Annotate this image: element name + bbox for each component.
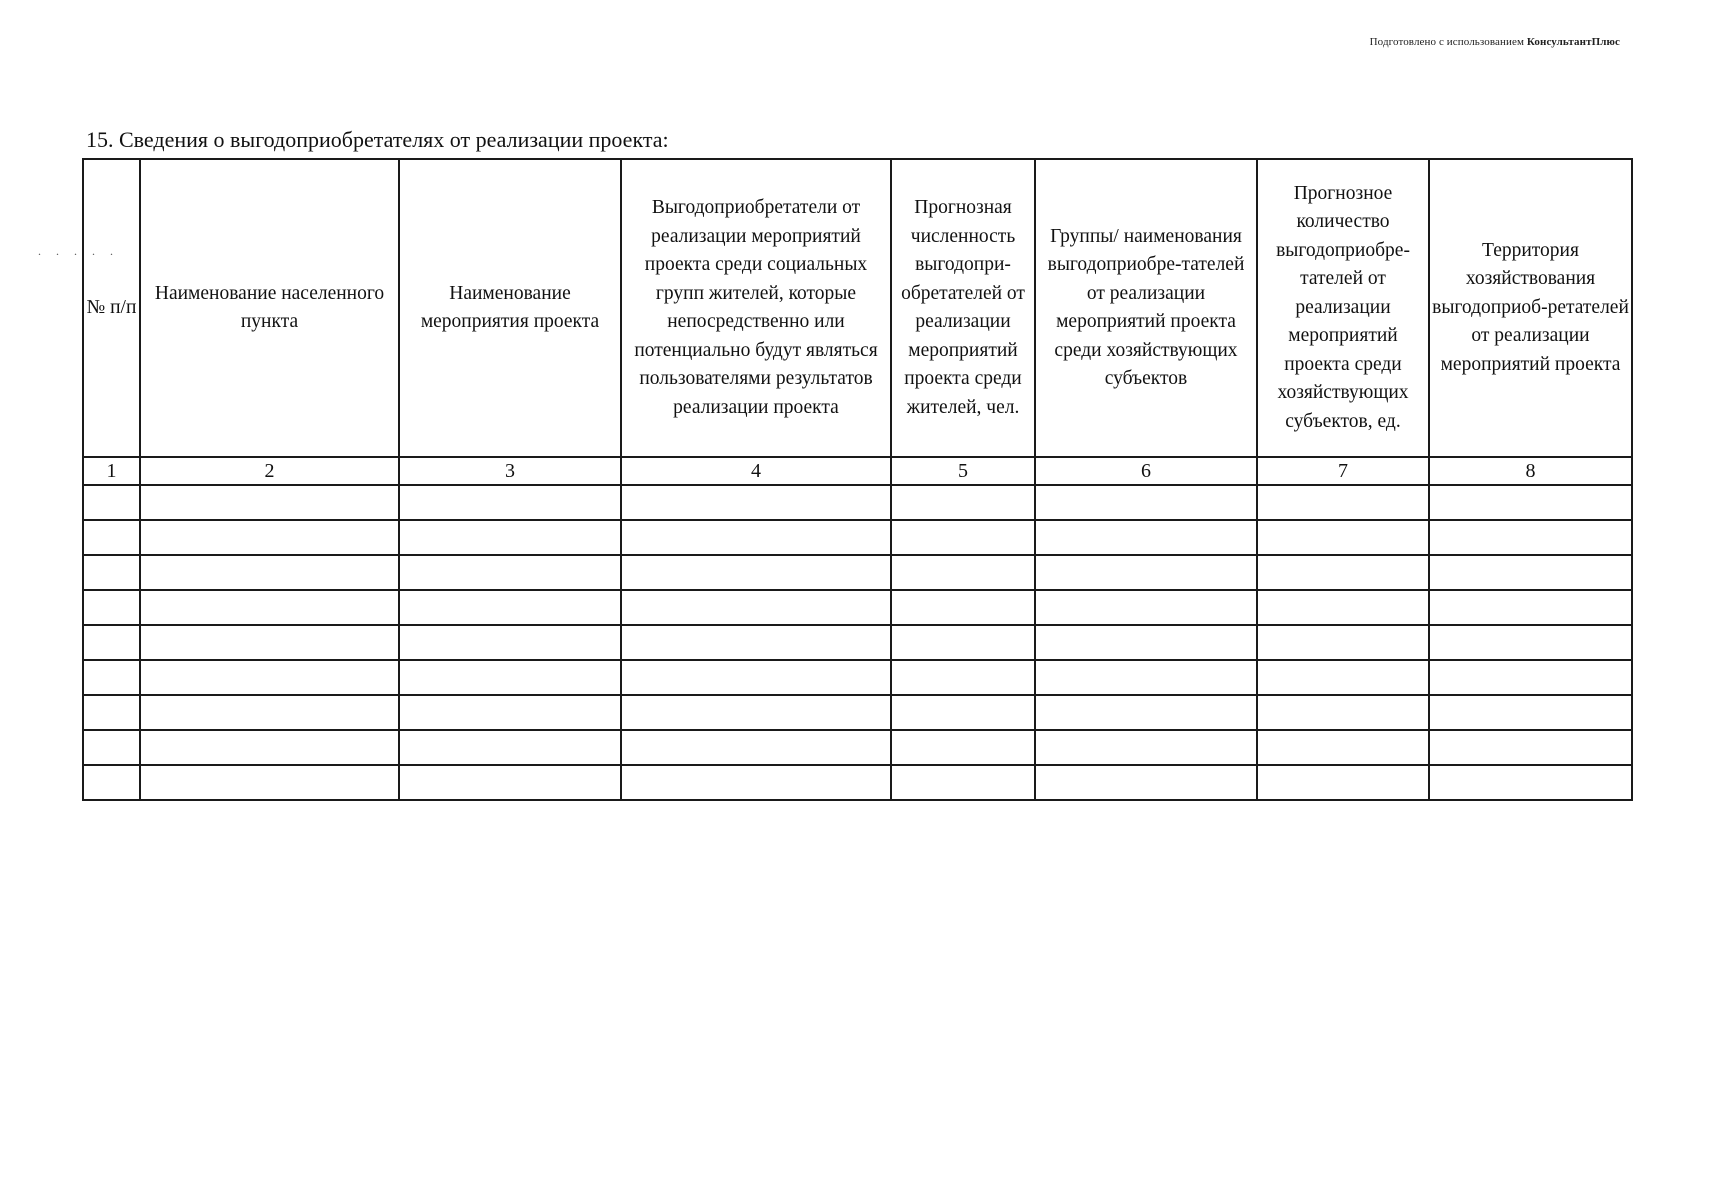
- empty-cell[interactable]: [891, 730, 1035, 765]
- empty-cell[interactable]: [621, 625, 891, 660]
- empty-cell[interactable]: [1257, 695, 1429, 730]
- empty-cell[interactable]: [1257, 590, 1429, 625]
- empty-cell[interactable]: [140, 485, 399, 520]
- empty-cell[interactable]: [83, 625, 140, 660]
- empty-cell[interactable]: [1035, 485, 1257, 520]
- header-row: [83, 159, 1632, 457]
- empty-cell[interactable]: [140, 520, 399, 555]
- empty-cell[interactable]: [1257, 520, 1429, 555]
- table-row: [83, 660, 1632, 695]
- header-cell: Группы/ наименования выгодоприобре-тателей от реализации мероприятий проекта среди хозяйствующих субъектов: [1035, 159, 1257, 457]
- empty-cell[interactable]: [1429, 625, 1632, 660]
- empty-cell[interactable]: [399, 485, 621, 520]
- column-number-row: [83, 457, 1632, 485]
- empty-cell[interactable]: [1035, 765, 1257, 800]
- empty-cell[interactable]: [140, 625, 399, 660]
- empty-cell[interactable]: [140, 590, 399, 625]
- empty-cell[interactable]: [621, 695, 891, 730]
- empty-cell[interactable]: [399, 590, 621, 625]
- empty-cell[interactable]: [83, 555, 140, 590]
- column-number: 1: [83, 457, 140, 485]
- header-cell: Прогнозная численность выгодопри-обретателей от реализации мероприятий проекта среди жителей, чел.: [891, 159, 1035, 457]
- empty-cell[interactable]: [140, 555, 399, 590]
- column-number: 5: [891, 457, 1035, 485]
- empty-cell[interactable]: [891, 625, 1035, 660]
- table-row: [83, 555, 1632, 590]
- empty-cell[interactable]: [1429, 660, 1632, 695]
- empty-cell[interactable]: [1257, 660, 1429, 695]
- header-cell: Наименование населенного пункта: [140, 159, 399, 457]
- header-cell: Наименование мероприятия проекта: [399, 159, 621, 457]
- table-row: [83, 765, 1632, 800]
- empty-cell[interactable]: [1035, 730, 1257, 765]
- empty-cell[interactable]: [83, 730, 140, 765]
- empty-cell[interactable]: [891, 765, 1035, 800]
- empty-cell[interactable]: [399, 520, 621, 555]
- table-row: [83, 730, 1632, 765]
- empty-cell[interactable]: [1035, 555, 1257, 590]
- table-row: [83, 625, 1632, 660]
- header-cell: Выгодоприобретатели от реализации мероприятий проекта среди социальных групп жителей, которые непосредственно или потенциально будут являться пользователями результатов реализации проекта: [621, 159, 891, 457]
- consultant-plus-watermark: [1370, 36, 1620, 48]
- column-number: 8: [1429, 457, 1632, 485]
- watermark-brand: КонсультантПлюс: [1526, 36, 1620, 48]
- empty-cell[interactable]: [1429, 555, 1632, 590]
- table-row: [83, 695, 1632, 730]
- header-cell: Территория хозяйствования выгодоприоб-ретателей от реализации мероприятий проекта: [1429, 159, 1632, 457]
- empty-cell[interactable]: [891, 660, 1035, 695]
- empty-cell[interactable]: [891, 520, 1035, 555]
- empty-cell[interactable]: [399, 765, 621, 800]
- empty-cell[interactable]: [1257, 555, 1429, 590]
- empty-cell[interactable]: [140, 660, 399, 695]
- empty-cell[interactable]: [83, 660, 140, 695]
- empty-cell[interactable]: [621, 590, 891, 625]
- scan-noise: . . . . .: [38, 244, 119, 258]
- column-number: 3: [399, 457, 621, 485]
- empty-cell[interactable]: [399, 730, 621, 765]
- empty-cell[interactable]: [1035, 660, 1257, 695]
- empty-cell[interactable]: [399, 695, 621, 730]
- column-number: 2: [140, 457, 399, 485]
- empty-cell[interactable]: [399, 660, 621, 695]
- empty-cell[interactable]: [83, 695, 140, 730]
- empty-cell[interactable]: [1257, 765, 1429, 800]
- empty-cell[interactable]: [621, 485, 891, 520]
- empty-cell[interactable]: [1257, 485, 1429, 520]
- empty-cell[interactable]: [140, 695, 399, 730]
- empty-cell[interactable]: [83, 765, 140, 800]
- empty-cell[interactable]: [1257, 625, 1429, 660]
- table-row: [83, 485, 1632, 520]
- empty-cell[interactable]: [1429, 730, 1632, 765]
- empty-cell[interactable]: [399, 625, 621, 660]
- header-cell: № п/п: [83, 159, 140, 457]
- empty-cell[interactable]: [83, 590, 140, 625]
- empty-cell[interactable]: [621, 765, 891, 800]
- empty-cell[interactable]: [1035, 520, 1257, 555]
- empty-cell[interactable]: [83, 485, 140, 520]
- section-title: 15. Сведения о выгодоприобретателях от реализации проекта:: [86, 127, 669, 152]
- column-number: 4: [621, 457, 891, 485]
- header-cell: Прогнозное количество выгодоприобре-тателей от реализации мероприятий проекта среди хозяйствующих субъектов, ед.: [1257, 159, 1429, 457]
- empty-cell[interactable]: [1429, 695, 1632, 730]
- empty-cell[interactable]: [1035, 625, 1257, 660]
- beneficiaries-table: [82, 158, 1633, 801]
- table-row: [83, 590, 1632, 625]
- empty-cell[interactable]: [399, 555, 621, 590]
- empty-cell[interactable]: [621, 555, 891, 590]
- empty-cell[interactable]: [1429, 765, 1632, 800]
- column-number: 7: [1257, 457, 1429, 485]
- empty-cell[interactable]: [1429, 590, 1632, 625]
- empty-cell[interactable]: [891, 590, 1035, 625]
- empty-cell[interactable]: [621, 660, 891, 695]
- empty-cell[interactable]: [621, 520, 891, 555]
- empty-cell[interactable]: [891, 555, 1035, 590]
- beneficiaries-table-container: [82, 158, 1631, 801]
- empty-cell[interactable]: [1257, 730, 1429, 765]
- empty-cell[interactable]: [621, 730, 891, 765]
- empty-cell[interactable]: [1035, 590, 1257, 625]
- empty-cell[interactable]: [891, 485, 1035, 520]
- watermark-prefix: Подготовлено с использованием: [1369, 36, 1525, 48]
- empty-cell[interactable]: [1429, 520, 1632, 555]
- column-number: 6: [1035, 457, 1257, 485]
- empty-cell[interactable]: [891, 695, 1035, 730]
- empty-cell[interactable]: [1035, 695, 1257, 730]
- empty-cell[interactable]: [83, 520, 140, 555]
- table-row: [83, 520, 1632, 555]
- empty-cell[interactable]: [140, 765, 399, 800]
- table-body: [83, 457, 1632, 800]
- empty-cell[interactable]: [1429, 485, 1632, 520]
- empty-cell[interactable]: [140, 730, 399, 765]
